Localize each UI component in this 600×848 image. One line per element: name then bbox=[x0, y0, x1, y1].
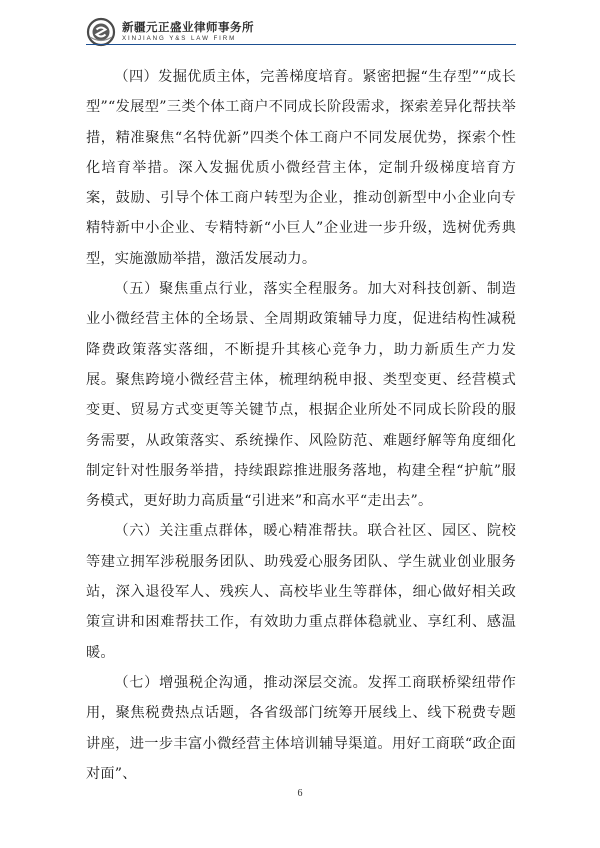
page-number: 6 bbox=[297, 788, 303, 799]
header-rule bbox=[86, 44, 516, 45]
firm-brand bbox=[122, 19, 254, 43]
firm-name-en: XINJIANG Y&S LAW FIRM bbox=[122, 35, 237, 43]
document-body bbox=[86, 62, 516, 789]
paragraph-4: （四）发掘优质主体，完善梯度培育。紧密把握“生存型”“成长型”“发展型”三类个体工商户不同成长阶段需求，探索差异化帮扶举措，精准聚焦“名特优新”四类个体工商户不同发展优势，探索个性化培育举措。深入发掘优质小微经营主体，定制升级梯度培育方案，鼓励、引导个体工商户转型为企业，推动创新型中小企业向专精特新中小企业、专精特新“小巨人”企业进一步升级，选树优秀典型，实施激励举措，激活发展动力。 bbox=[86, 69, 516, 267]
paragraph-7: （七）增强税企沟通，推动深层交流。发挥工商联桥梁纽带作用，聚焦税费热点话题，各省级部门统筹开展线上、线下税费专题讲座，进一步丰富小微经营主体培训辅导渠道。用好工商联“政企面对面”、 bbox=[86, 674, 516, 782]
paragraph-5: （五）聚焦重点行业，落实全程服务。加大对科技创新、制造业小微经营主体的全场景、全周期政策辅导力度，促进结构性减税降费政策落实落细，不断提升其核心竞争力，助力新质生产力发展。聚焦跨境小微经营主体，梳理纳税申报、类型变更、经营模式变更、贸易方式变更等关键节点，根据企业所处不同成长阶段的服务需要，从政策落实、系统操作、风险防范、难题纾解等角度细化制定针对性服务举措，持续跟踪推进服务落地，构建全程“护航”服务模式，更好助力高质量“引进来”和高水平“走出去”。 bbox=[86, 281, 516, 510]
paragraph-6: （六）关注重点群体，暖心精准帮扶。联合社区、园区、院校等建立拥军涉税服务团队、助残爱心服务团队、学生就业创业服务站，深入退役军人、残疾人、高校毕业生等群体，细心做好相关政策宣讲和困难帮扶工作，有效助力重点群体稳就业、享红利、感温暖。 bbox=[86, 523, 516, 661]
firm-logo-icon bbox=[86, 17, 116, 47]
firm-name-cn: 新疆元正盛业律师事务所 bbox=[122, 19, 254, 34]
